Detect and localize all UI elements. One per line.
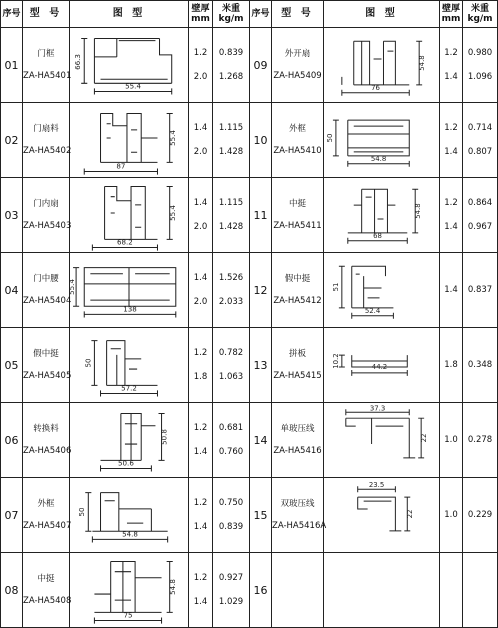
dimension-label: 55.4 — [67, 279, 77, 295]
wall-thickness: 1.2 1.8 — [189, 328, 213, 403]
table-row — [1, 478, 498, 553]
meter-weight: 0.681 0.760 — [213, 403, 250, 478]
header-model-right: 型 号 — [272, 1, 324, 28]
dimension-label: 51 — [331, 282, 340, 292]
meter-weight: 0.714 0.807 — [463, 103, 498, 178]
wall-thickness: 1.0 — [440, 478, 463, 553]
dimension-label: 54.8 — [167, 579, 177, 595]
profile-section-svg — [324, 553, 439, 627]
dimension-label: 75 — [123, 610, 133, 620]
profile-drawing — [324, 328, 440, 403]
profile-section-svg — [324, 403, 439, 477]
model-cell — [272, 553, 324, 628]
meter-weight: 0.229 — [463, 478, 498, 553]
wall-thickness: 1.8 — [440, 328, 463, 403]
meter-weight: 0.837 — [463, 253, 498, 328]
meter-weight: 0.980 1.096 — [463, 28, 498, 103]
profile-drawing — [324, 28, 440, 103]
header-thickness-right: 壁厚 mm — [440, 1, 463, 28]
profile-section-svg — [70, 403, 188, 477]
profile-code: ZA-HA5401 — [23, 71, 72, 81]
meter-weight: 0.782 1.063 — [213, 328, 250, 403]
dimension-label: 50 — [83, 358, 93, 368]
profile-drawing — [70, 28, 189, 103]
table-row — [1, 553, 498, 628]
profile-drawing — [324, 103, 440, 178]
profile-section-svg — [70, 328, 188, 402]
dimension-label: 57.2 — [121, 383, 137, 393]
profile-drawing — [324, 253, 440, 328]
row-number: 05 — [1, 328, 23, 403]
profile-code: ZA-HA5405 — [23, 371, 72, 381]
header-model: 型 号 — [23, 1, 70, 28]
profile-section-svg — [324, 103, 439, 177]
model-cell — [23, 478, 70, 553]
wall-thickness: 1.2 1.4 — [189, 553, 213, 628]
model-cell — [23, 553, 70, 628]
profile-code: ZA-HA5408 — [23, 596, 72, 606]
model-cell — [272, 403, 324, 478]
dimension-label: 50 — [325, 133, 334, 143]
profile-code: ZA-HA5411 — [273, 221, 322, 231]
dimension-label: 68.2 — [117, 237, 133, 247]
dimension-label: 76 — [371, 83, 380, 92]
meter-weight: 0.278 — [463, 403, 498, 478]
profile-section-svg — [324, 28, 439, 102]
profile-code: ZA-HA5416A — [272, 521, 327, 531]
model-cell — [272, 328, 324, 403]
wall-thickness: 1.0 — [440, 403, 463, 478]
header-no-right: 序号 — [250, 1, 272, 28]
model-cell — [272, 253, 324, 328]
header-weight-right: 米重 kg/m — [463, 1, 498, 28]
profile-section-svg — [324, 178, 439, 252]
wall-thickness: 1.2 1.4 — [440, 178, 463, 253]
profile-name: 假中挺 — [284, 274, 311, 284]
model-cell — [23, 28, 70, 103]
model-cell — [23, 403, 70, 478]
profile-section-svg — [324, 253, 439, 327]
profile-code: ZA-HA5403 — [23, 221, 72, 231]
row-number: 10 — [250, 103, 272, 178]
row-number: 14 — [250, 403, 272, 478]
model-cell — [23, 103, 70, 178]
dimension-label: 22 — [420, 433, 429, 443]
meter-weight: 0.348 — [463, 328, 498, 403]
wall-thickness: 1.4 2.0 — [189, 103, 213, 178]
model-cell — [272, 103, 324, 178]
model-cell — [272, 28, 324, 103]
profile-name: 转换料 — [33, 424, 59, 434]
wall-thickness: 1.4 2.0 — [189, 253, 213, 328]
meter-weight: 1.115 1.428 — [213, 178, 250, 253]
profile-name: 外框 — [288, 124, 306, 134]
dimension-label: 54.8 — [370, 154, 387, 163]
model-cell — [23, 328, 70, 403]
profile-drawing — [67, 253, 189, 328]
wall-thickness: 1.2 2.0 — [189, 28, 213, 103]
dimension-label: 23.5 — [368, 481, 385, 490]
dimension-label: 50.8 — [159, 429, 169, 445]
dimension-label: 22 — [406, 509, 415, 519]
wall-thickness — [440, 553, 463, 628]
profile-section-svg — [70, 28, 188, 102]
profile-section-svg — [324, 478, 439, 552]
row-number: 01 — [1, 28, 23, 103]
dimension-label: 55.4 — [167, 205, 177, 221]
header-drawing-right: 图 型 — [324, 1, 440, 28]
dimension-label: 54.8 — [122, 529, 138, 539]
model-cell — [272, 178, 324, 253]
meter-weight: 0.927 1.029 — [213, 553, 250, 628]
row-number: 12 — [250, 253, 272, 328]
table-row — [1, 253, 498, 328]
row-number: 16 — [250, 553, 272, 628]
dimension-label: 66.3 — [73, 54, 83, 70]
profile-drawing — [70, 178, 189, 253]
profile-drawing — [70, 403, 189, 478]
profile-name: 中挺 — [37, 574, 55, 584]
dimension-label: 138 — [123, 304, 137, 314]
meter-weight — [463, 553, 498, 628]
table-row — [1, 178, 498, 253]
profile-code: ZA-HA5415 — [273, 371, 322, 381]
profile-drawing — [324, 403, 440, 478]
row-number: 09 — [250, 28, 272, 103]
table-row — [1, 403, 498, 478]
profile-code: ZA-HA5402 — [23, 146, 72, 156]
model-cell — [272, 478, 327, 553]
row-number: 07 — [1, 478, 23, 553]
profile-code: ZA-HA5416 — [273, 446, 322, 456]
dimension-label: 87 — [116, 161, 126, 171]
header-thickness: 壁厚 mm — [189, 1, 213, 28]
meter-weight: 0.750 0.839 — [213, 478, 250, 553]
row-number: 04 — [1, 253, 23, 328]
profile-name: 门中腰 — [33, 274, 59, 284]
dimension-label: 52.4 — [364, 306, 381, 315]
profile-drawing — [324, 178, 440, 253]
dimension-label: 10.2 — [331, 353, 340, 369]
header-no: 序号 — [1, 1, 23, 28]
profile-code: ZA-HA5406 — [23, 446, 72, 456]
profile-drawing — [70, 478, 189, 553]
dimension-label: 37.3 — [369, 404, 386, 413]
profile-section-svg — [324, 328, 439, 402]
dimension-label: 50 — [77, 507, 87, 517]
profile-name: 拼板 — [288, 349, 306, 359]
table-row — [1, 103, 498, 178]
profile-name: 门内扇 — [33, 199, 59, 209]
profile-section-svg — [70, 178, 188, 252]
meter-weight: 0.839 1.268 — [213, 28, 250, 103]
wall-thickness: 1.4 — [440, 253, 463, 328]
profile-name: 双玻压线 — [280, 499, 315, 509]
profile-section-svg — [70, 553, 188, 627]
profile-name: 门扇料 — [33, 124, 59, 134]
profile-drawing — [324, 478, 440, 553]
profile-name: 外框 — [37, 499, 55, 509]
table-row — [1, 328, 498, 403]
row-number: 11 — [250, 178, 272, 253]
profile-drawing — [70, 328, 189, 403]
dimension-label: 54.8 — [418, 55, 427, 71]
profile-name: 外开扇 — [284, 49, 311, 59]
dimension-label: 55.4 — [167, 130, 177, 146]
row-number: 02 — [1, 103, 23, 178]
header-row — [1, 1, 498, 28]
meter-weight: 1.526 2.033 — [213, 253, 250, 328]
profile-drawing — [324, 553, 440, 628]
dimension-label: 55.4 — [125, 81, 141, 91]
dimension-label: 68 — [373, 231, 382, 240]
wall-thickness: 1.2 1.4 — [440, 103, 463, 178]
profile-drawing — [70, 103, 189, 178]
header-drawing: 图 型 — [70, 1, 189, 28]
profile-name: 门框 — [37, 49, 55, 59]
row-number: 08 — [1, 553, 23, 628]
profile-code: ZA-HA5410 — [273, 146, 322, 156]
dimension-label: 44.2 — [371, 362, 388, 371]
profile-code: ZA-HA5412 — [273, 296, 322, 306]
header-weight: 米重 kg/m — [213, 1, 250, 28]
profile-code: ZA-HA5409 — [273, 71, 322, 81]
profile-name: 单玻压线 — [280, 424, 315, 434]
profile-code: ZA-HA5404 — [23, 296, 72, 306]
profile-code: ZA-HA5407 — [23, 521, 72, 531]
dimension-label: 50.6 — [118, 458, 134, 468]
dimension-label: 54.8 — [414, 203, 423, 219]
profile-name: 假中挺 — [33, 349, 59, 359]
profile-name: 中挺 — [288, 199, 306, 209]
row-number: 15 — [250, 478, 272, 553]
profile-drawing — [70, 553, 189, 628]
row-number: 06 — [1, 403, 23, 478]
row-number: 13 — [250, 328, 272, 403]
meter-weight: 1.115 1.428 — [213, 103, 250, 178]
wall-thickness: 1.2 1.4 — [440, 28, 463, 103]
row-number: 03 — [1, 178, 23, 253]
model-cell — [23, 178, 70, 253]
wall-thickness: 1.4 2.0 — [189, 178, 213, 253]
table-row — [1, 28, 498, 103]
profile-section-svg — [70, 103, 188, 177]
model-cell — [23, 253, 70, 328]
wall-thickness: 1.2 1.4 — [189, 478, 213, 553]
profile-section-svg — [70, 478, 188, 552]
meter-weight: 0.864 0.967 — [463, 178, 498, 253]
profile-section-svg — [67, 253, 188, 327]
wall-thickness: 1.2 1.4 — [189, 403, 213, 478]
